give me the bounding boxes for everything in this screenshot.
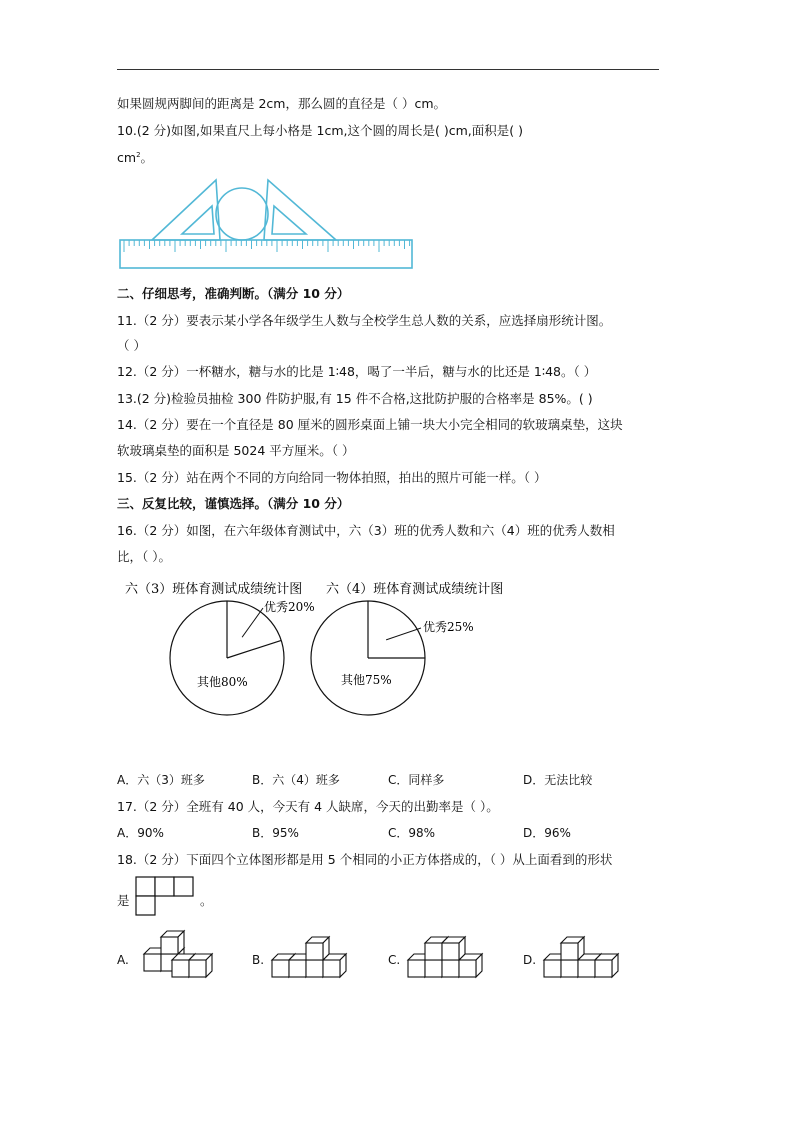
cube-front-face [561, 960, 578, 977]
q14-line1: 14.（2 分）要在一个直径是 80 厘米的圆形桌面上铺一块大小完全相同的软玻璃桌垫，这块 [117, 417, 623, 432]
q16-option-b[interactable]: B．六（4）班多 [252, 773, 340, 787]
top-view-shape [134, 875, 194, 917]
q10-end: 。 [140, 150, 154, 165]
q17-option-c[interactable]: C．98% [388, 826, 436, 840]
cube-front-face [425, 960, 442, 977]
section-3-heading: 三、反复比较，谨慎选择。（满分 10 分） [117, 496, 350, 511]
cube-front-face [306, 943, 323, 960]
pie1-title: 六（3）班体育测试成绩统计图 [125, 582, 303, 597]
cube-figure-d[interactable] [540, 926, 622, 982]
cube-figure-a[interactable] [134, 926, 216, 982]
cube-figure-b[interactable] [268, 926, 358, 982]
q16-option-c[interactable]: C．同样多 [388, 773, 445, 787]
cube-front-face [459, 960, 476, 977]
q17-option-b[interactable]: B．95% [252, 826, 299, 840]
q9-tail: 如果圆规两脚间的距离是 2cm，那么圆的直径是（ ）cm。 [117, 96, 446, 111]
q16-option-d[interactable]: D．无法比较 [523, 773, 593, 787]
q15: 15.（2 分）站在两个不同的方向给同一物体拍照，拍出的照片可能一样。（ ） [117, 470, 547, 485]
ruler-circle-figure [116, 176, 416, 272]
q16-line1: 16.（2 分）如图，在六年级体育测试中，六（3）班的优秀人数和六（4）班的优秀人数相 [117, 523, 615, 538]
left-triangle-inner [182, 206, 214, 234]
q10-line1: 10.(2 分)如图,如果直尺上每小格是 1cm,这个圆的周长是( )cm,面积是( ) [117, 123, 523, 138]
q11-line2: （ ） [117, 338, 146, 353]
q14-line2: 软玻璃桌垫的面积是 5024 平方厘米。（ ） [117, 443, 355, 458]
q16-option-a[interactable]: A．六（3）班多 [117, 773, 205, 787]
cube-front-face [544, 960, 561, 977]
pie2-group [311, 601, 425, 715]
cube-front-face [323, 960, 340, 977]
q18-line1: 18.（2 分）下面四个立体图形都是用 5 个相同的小正方体搭成的，（ ）从上面看到的形状 [117, 852, 613, 867]
cube-front-face [172, 960, 189, 977]
cube-front-face [272, 960, 289, 977]
cube-front-face [189, 960, 206, 977]
area-unit-sup: 2 [136, 150, 141, 159]
q17-option-d[interactable]: D．96% [523, 826, 571, 840]
q18-option-b[interactable]: B. [252, 953, 265, 967]
right-triangle-inner [272, 206, 306, 234]
q16-line2: 比，（ ）。 [117, 549, 171, 564]
q12: 12.（2 分）一杯糖水，糖与水的比是 1∶48，喝了一半后，糖与水的比还是 1∶48。（ ） [117, 364, 597, 379]
cube-front-face [442, 960, 459, 977]
q11-line1: 11.（2 分）要表示某小学各年级学生人数与全校学生总人数的关系，应选择扇形统计图。 [117, 313, 612, 328]
q13: 13.(2 分)检验员抽检 300 件防护服,有 15 件不合格,这批防护服的合格率是 85%。( ) [117, 391, 593, 406]
pie2-label-other: 其他75% [341, 673, 392, 687]
pie-charts [125, 574, 545, 724]
cube-front-face [408, 960, 425, 977]
cube-front-face [144, 954, 161, 971]
q10-line2 [117, 148, 153, 166]
pie2-title: 六（4）班体育测试成绩统计图 [326, 582, 504, 597]
q18-line2-pre: 是 [117, 893, 130, 908]
section-2-heading: 二、仔细思考，准确判断。（满分 10 分） [117, 286, 350, 301]
circle-shape [216, 188, 268, 240]
area-unit: cm [117, 150, 137, 165]
q18-option-c[interactable]: C. [388, 953, 401, 967]
cube-front-face [425, 943, 442, 960]
q18-line2-post: 。 [200, 893, 213, 908]
pie1-label-excellent: 优秀20% [264, 600, 315, 614]
cube-front-face [161, 937, 178, 954]
cube-front-face [578, 960, 595, 977]
header-rule [117, 69, 659, 70]
pie2-label-excellent: 优秀25% [423, 620, 474, 634]
cube-front-face [595, 960, 612, 977]
cube-front-face [289, 960, 306, 977]
q17-option-a[interactable]: A．90% [117, 826, 164, 840]
cube-figure-c[interactable] [404, 926, 500, 982]
pie1-group [170, 601, 284, 715]
cube-front-face [306, 960, 323, 977]
right-triangle [264, 180, 336, 240]
pie1-label-other: 其他80% [197, 675, 248, 689]
cube-front-face [561, 943, 578, 960]
q18-option-a[interactable]: A. [117, 953, 129, 967]
q18-option-d[interactable]: D. [523, 953, 537, 967]
cube-front-face [442, 943, 459, 960]
ruler-body [120, 240, 412, 268]
q17: 17.（2 分）全班有 40 人，今天有 4 人缺席，今天的出勤率是（ ）。 [117, 799, 499, 814]
